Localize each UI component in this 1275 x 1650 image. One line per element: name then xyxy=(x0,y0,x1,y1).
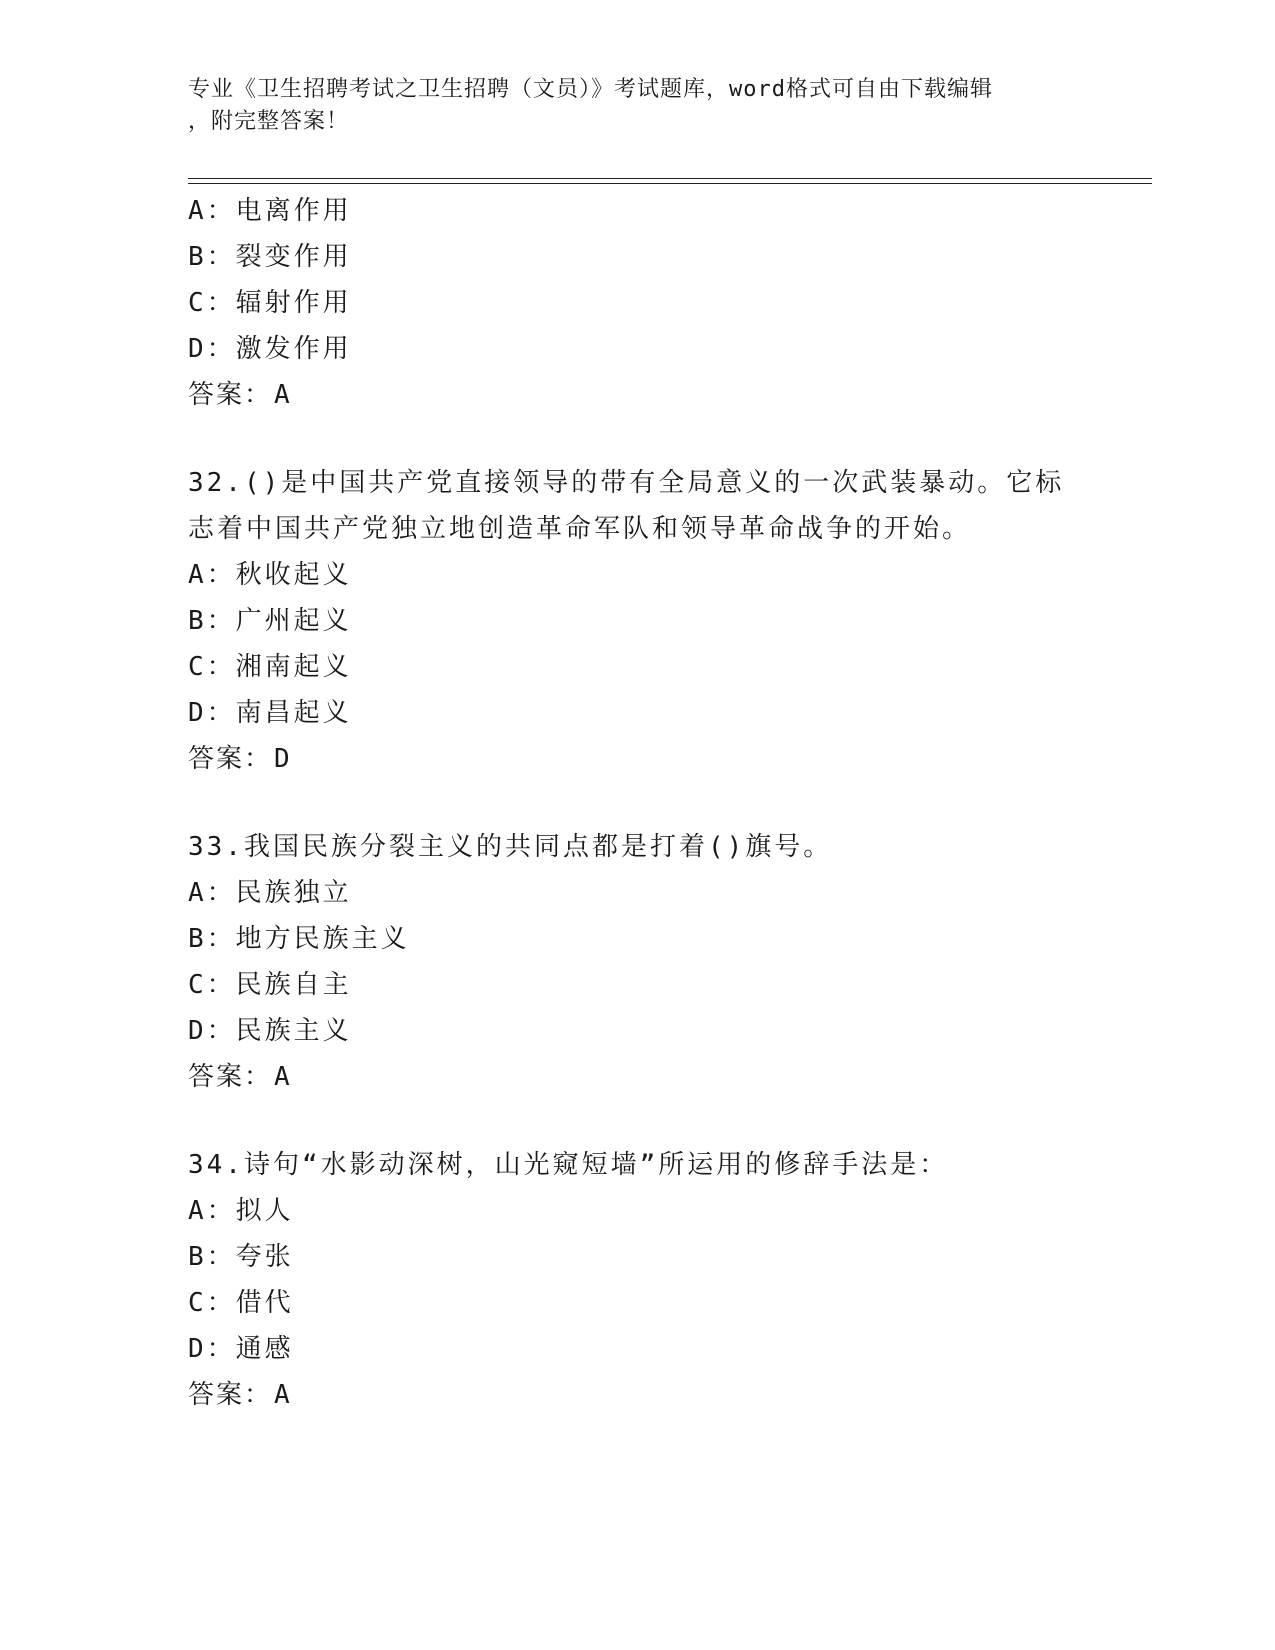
answer-value: A xyxy=(274,380,292,410)
option-b: B：地方民族主义 xyxy=(188,924,410,954)
question-stem: 33.我国民族分裂主义的共同点都是打着()旗号。 xyxy=(188,832,833,862)
header-divider-bottom xyxy=(188,183,1152,184)
option-b: B：广州起义 xyxy=(188,606,352,636)
option-d: D：民族主义 xyxy=(188,1016,352,1046)
answer-line xyxy=(188,1372,1088,1418)
question-list xyxy=(188,188,1088,1418)
option-d: D：通感 xyxy=(188,1334,294,1364)
question-spacer xyxy=(188,418,1088,460)
option-c: C：民族自主 xyxy=(188,970,352,1000)
answer-value: A xyxy=(274,1380,292,1410)
option-d: D：激发作用 xyxy=(188,334,352,364)
document-header xyxy=(188,74,1068,138)
option-d: D：南昌起义 xyxy=(188,698,352,728)
answer-label: 答案： xyxy=(188,744,273,774)
answer-line xyxy=(188,372,1088,418)
option-a: A：民族独立 xyxy=(188,878,352,908)
answer-label: 答案： xyxy=(188,1380,273,1410)
question-31 xyxy=(188,188,1088,418)
answer-label: 答案： xyxy=(188,380,273,410)
option-c: C：湘南起义 xyxy=(188,652,352,682)
question-34 xyxy=(188,1142,1088,1418)
question-stem: 34.诗句“水影动深树，山光窥短墙”所运用的修辞手法是： xyxy=(188,1150,949,1180)
header-title-line-2: ，附完整答案！ xyxy=(188,109,350,134)
question-spacer xyxy=(188,782,1088,824)
header-divider-top xyxy=(188,178,1152,179)
question-stem: 32.()是中国共产党直接领导的带有全局意义的一次武装暴动。它标志着中国共产党独立地创造革命军队和领导革命战争的开始。 xyxy=(188,468,1065,544)
question-32 xyxy=(188,460,1088,782)
question-spacer xyxy=(188,1100,1088,1142)
answer-label: 答案： xyxy=(188,1062,273,1092)
answer-line xyxy=(188,1054,1088,1100)
option-a: A：秋收起义 xyxy=(188,560,352,590)
option-c: C：辐射作用 xyxy=(188,288,352,318)
option-a: A：拟人 xyxy=(188,1196,294,1226)
option-a: A：电离作用 xyxy=(188,196,352,226)
answer-value: A xyxy=(274,1062,292,1092)
header-title-line-1: 专业《卫生招聘考试之卫生招聘（文员）》考试题库，word格式可自由下载编辑 xyxy=(188,77,993,102)
question-33 xyxy=(188,824,1088,1100)
answer-line xyxy=(188,736,1088,782)
option-c: C：借代 xyxy=(188,1288,294,1318)
answer-value: D xyxy=(274,744,292,774)
option-b: B：夸张 xyxy=(188,1242,294,1272)
option-b: B：裂变作用 xyxy=(188,242,352,272)
